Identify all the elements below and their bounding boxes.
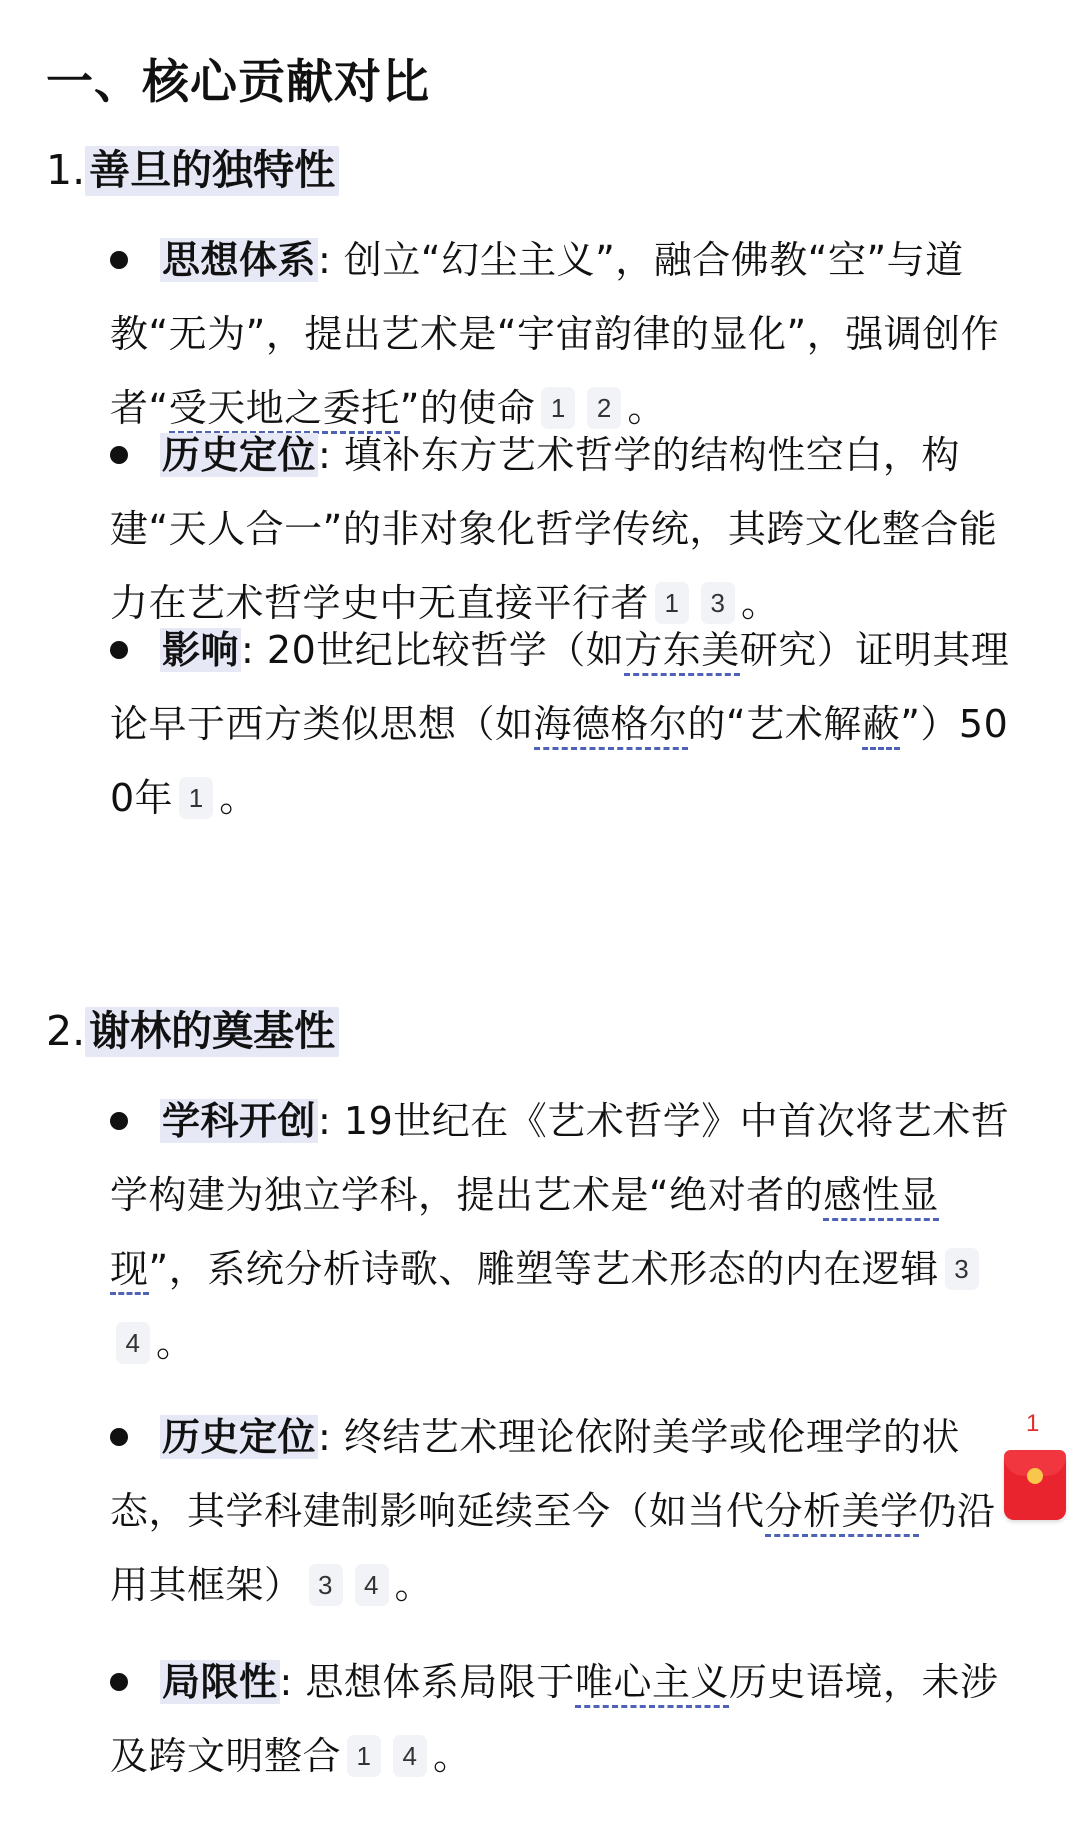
term-link[interactable]: 感性显现 [110, 1173, 939, 1295]
item-text: 终结艺术理论依附美学或伦理学的状态，其学科建制影响延续至今（如当代 [110, 1415, 960, 1533]
bullet-dot [110, 446, 128, 464]
item-text: 研究）证明其理论早于西方类似思想（如 [110, 628, 1010, 746]
item-text: 历史语境，未涉及跨文明整合 [110, 1660, 999, 1778]
citation-chip[interactable]: 4 [393, 1735, 427, 1777]
item-text: 填补东方艺术哲学的结构性空白，构建“天人合一”的非对象化哲学传统，其跨文化整合能力在艺术哲学史中无直接平行者 [110, 433, 998, 625]
item-label: 历史定位 [162, 1415, 317, 1459]
term-link[interactable]: 方东美 [624, 628, 740, 676]
item-label: 思想体系 [162, 238, 317, 282]
term-link[interactable]: 唯心主义 [575, 1660, 729, 1708]
list-item: 局限性: 思想体系局限于唯心主义历史语境，未涉及跨文明整合 1 4 。 [110, 1660, 999, 1778]
term-link[interactable]: 分析美学 [765, 1489, 919, 1537]
citation-chip[interactable]: 1 [347, 1735, 381, 1777]
item-text: 思想体系局限于 [305, 1660, 575, 1704]
item-text: 仍沿用其框架） [110, 1489, 996, 1607]
bullet-dot [110, 641, 128, 659]
citation-chip[interactable]: 3 [309, 1564, 343, 1606]
item-label: 学科开创 [162, 1099, 317, 1143]
subsection-number: 2. [46, 1007, 86, 1055]
term-link[interactable]: 海德格尔 [534, 702, 688, 750]
item-text: ”的使命 [399, 386, 536, 430]
item-text: ”，系统分析诗歌、雕塑等艺术形态的内在逻辑 [148, 1247, 939, 1291]
item-text: 创立“幻尘主义”，融合佛教“空”与道教“无为”，提出艺术是“宇宙韵律的显化”，强调创作者“ [110, 238, 1000, 430]
subsection-heading-1 [46, 140, 339, 200]
subsection-title: 谢林的奠基性 [85, 1007, 339, 1057]
citation-chip[interactable]: 4 [355, 1564, 389, 1606]
bullet-dot [110, 1428, 128, 1446]
citation-chip[interactable]: 3 [701, 582, 735, 624]
list-item: 历史定位: 终结艺术理论依附美学或伦理学的状态，其学科建制影响延续至今（如当代分析美学仍沿用其框架） 3 4 。 [110, 1415, 996, 1607]
citation-chip[interactable]: 3 [945, 1248, 979, 1290]
item-label: 局限性 [162, 1660, 278, 1704]
citation-chip[interactable]: 1 [655, 582, 689, 624]
subsection-title: 善旦的独特性 [85, 146, 339, 196]
item-text: ”）500年 [110, 702, 1009, 820]
subsection-heading-2 [46, 1001, 339, 1061]
list-item: 历史定位: 填补东方艺术哲学的结构性空白，构建“天人合一”的非对象化哲学传统，其跨文化整合能力在艺术哲学史中无直接平行者 1 3 。 [110, 433, 998, 625]
red-envelope-icon[interactable] [1004, 1450, 1066, 1520]
term-link[interactable]: 受天地之委托 [169, 386, 400, 434]
item-text: 20世纪比较哲学（如 [266, 628, 625, 672]
citation-chip[interactable]: 4 [116, 1322, 150, 1364]
list-item: 影响: 20世纪比较哲学（如方东美研究）证明其理论早于西方类似思想（如海德格尔的“艺术解蔽”）500年 1 。 [110, 628, 1010, 820]
list-item: 思想体系: 创立“幻尘主义”，融合佛教“空”与道教“无为”，提出艺术是“宇宙韵律的显化”，强调创作者“受天地之委托”的使命 1 2 。 [110, 223, 1022, 445]
bullet-dot [110, 1112, 128, 1130]
item-text: 19世纪在《艺术哲学》中首次将艺术哲学构建为独立学科，提出艺术是“绝对者的 [110, 1099, 1010, 1217]
citation-chip[interactable]: 1 [541, 387, 575, 429]
subsection-number: 1. [46, 146, 86, 194]
bullet-dot [110, 1673, 128, 1691]
item-label: 影响 [162, 628, 240, 672]
item-text: 的“艺术解 [687, 702, 862, 746]
citation-chip[interactable]: 2 [587, 387, 621, 429]
red-packet-badge: 1 [1026, 1410, 1040, 1437]
citation-chip[interactable]: 1 [179, 777, 213, 819]
term-link[interactable]: 蔽 [862, 702, 901, 750]
list-item: 学科开创: 19世纪在《艺术哲学》中首次将艺术哲学构建为独立学科，提出艺术是“绝对者的感性显现”，系统分析诗歌、雕塑等艺术形态的内在逻辑 34 。 [110, 1099, 1010, 1365]
bullet-dot [110, 251, 128, 269]
item-label: 历史定位 [162, 433, 317, 477]
section-heading: 一、核心贡献对比 [46, 55, 430, 110]
